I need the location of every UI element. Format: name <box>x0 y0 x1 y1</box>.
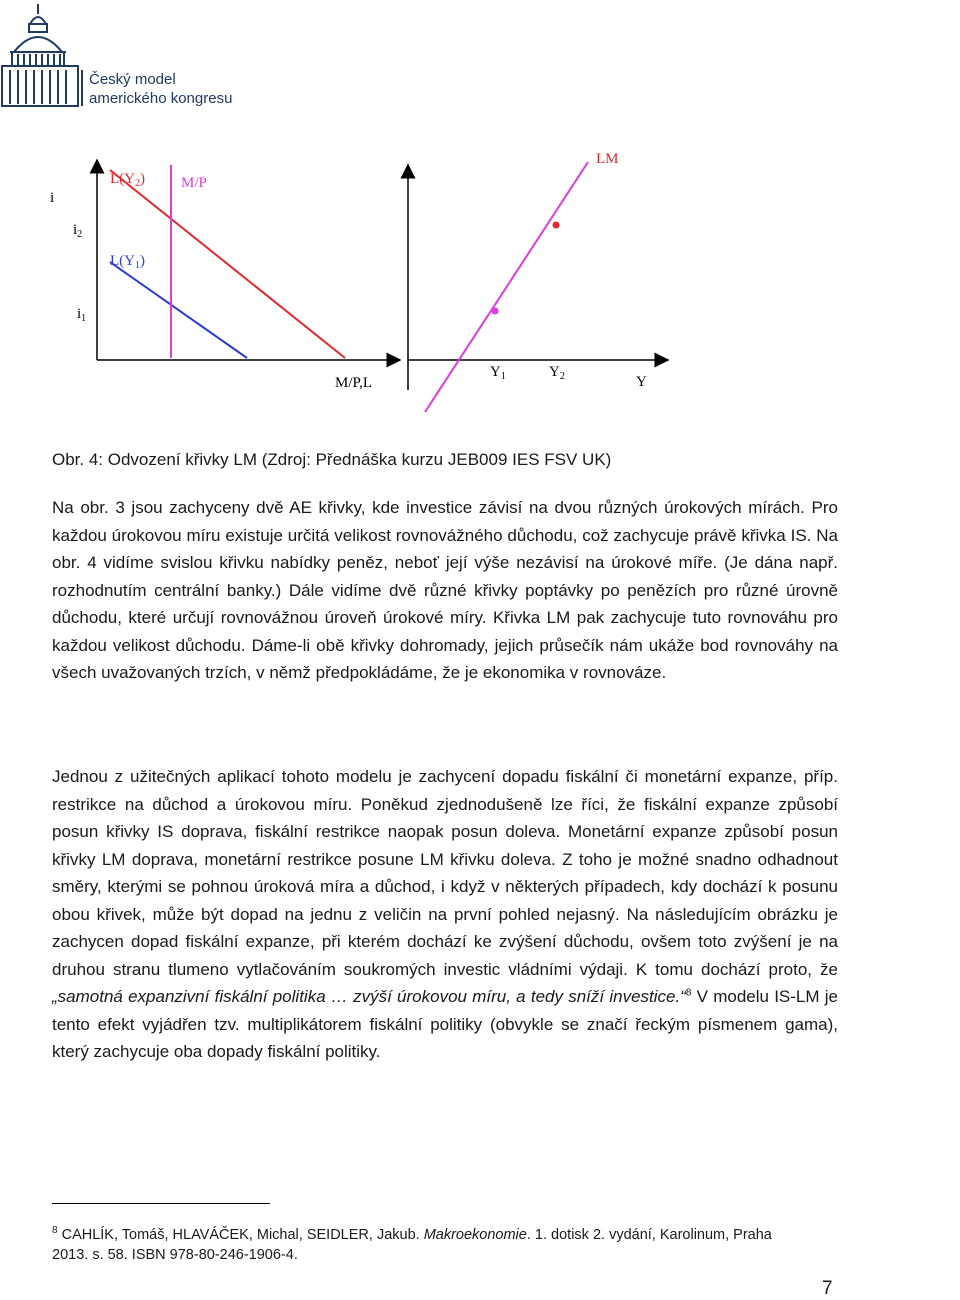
page-number: 7 <box>822 1278 833 1299</box>
label-ly2: $L(Y_2)$ <box>110 171 145 189</box>
label-i1: $i_1$ <box>77 306 87 324</box>
capitol-dome-icon <box>0 0 90 110</box>
paragraph-1: Na obr. 3 jsou zachyceny dvě AE křivky, kde investice závisí na dvou různých úrokových mírách. Pro každou úrokovou míru existuje určitá velikost rovnovážného důchodu, což zachycuje právě křivka IS. Na obr. 4 vidíme svislou křivku nabídky peněz, neboť její výše nezávisí na úrokové míře. (Je dána např. rozhodnutím centrální banky.) Dále vidíme dvě různé křivky poptávky po penězích pro různé úrovně důchodu, které určují rovnovážnou úroveň úrokové míry. Křivka LM pak zachycuje tuto rovnováhu pro každou velikost důchodu. Dáme-li obě křivky dohromady, jejich průsečík nám ukáže bod rovnováhy na všech uvažovaných trzích, v němž předpokládáme, že je ekonomika v rovnováze. <box>52 498 838 682</box>
figure-caption: Obr. 4: Odvození křivky LM (Zdroj: Přednáška kurzu JEB009 IES FSV UK) <box>52 450 612 469</box>
label-mpl: M/P,L <box>335 375 373 391</box>
label-ly1: $L(Y_1)$ <box>110 253 145 271</box>
paragraph-2-text: Jednou z užitečných aplikací tohoto modelu je zachycení dopadu fiskální či monetární expanze, příp. restrikce na důchod a úrokovou míru. Poněkud zjednodušeně lze říci, že fiskální expanze způsobí posun křivky IS doprava, fiskální restrikce naopak posun doleva. Monetární expanze způsobí posun křivky LM doprava, monetární restrikce posune LM křivku doleva. Z toho je možné snadno odhadnout směry, kterými se pohnou úroková míra a důchod, i když v některých případech, kdy dochází k posunu obou křivek, může být dopad na jednu z veličin na první pohled nejasný. Na následujícím obrázku je zachycen dopad fiskální expanze, při kterém dochází ke zvýšení důchodu, ovšem toto zvýšení je na druhou stranu tlumeno vytlačováním soukromých investic vládními výdaji. K tomu dochází proto, že <box>52 767 838 979</box>
footnote <box>52 1225 812 1265</box>
label-i2: $i_2$ <box>73 222 83 240</box>
footnote-publication: . 1. dotisk 2. vydání, Karolinum, Praha 2013. s. 58. ISBN 978-80-246-1906-4. <box>52 1227 772 1263</box>
footnote-title: Makroekonomie <box>423 1227 527 1243</box>
paragraph-2-quote: „samotná expanzivní fiskální politika … zvýší úrokovou míru, a tedy sníží investice.“ <box>52 987 686 1006</box>
footnote-number: 8 <box>52 1225 58 1237</box>
paragraph-2-tail: V modelu IS-LM je tento efekt vyjádřen tzv. multiplikátorem fiskální politiky (obvykle se značí řeckým písmenem gama), který zachycuje oba dopady fiskální politiky. <box>52 987 838 1061</box>
footnote-authors: CAHLÍK, Tomáš, HLAVÁČEK, Michal, SEIDLER, Jakub. <box>57 1227 424 1243</box>
label-mp: M/P <box>181 175 207 191</box>
logo-line-2: amerického kongresu <box>89 90 233 107</box>
label-y2: $Y_2$ <box>549 364 565 382</box>
label-y: Y <box>636 374 647 390</box>
logo-text <box>89 70 232 108</box>
lm-derivation-figure <box>0 130 960 420</box>
point-y1 <box>492 308 499 315</box>
ly2-curve <box>110 170 345 358</box>
point-y2 <box>553 222 560 229</box>
footnote-divider <box>52 1203 270 1204</box>
label-i: i <box>50 190 55 206</box>
ly1-curve <box>110 262 247 358</box>
paragraph-2 <box>52 763 838 1066</box>
capitol-logo <box>0 0 260 110</box>
label-y1: $Y_1$ <box>490 364 506 382</box>
label-lm: LM <box>596 151 619 167</box>
footnote-reference[interactable]: 8 <box>685 987 692 999</box>
logo-line-1: Český model <box>89 71 176 88</box>
